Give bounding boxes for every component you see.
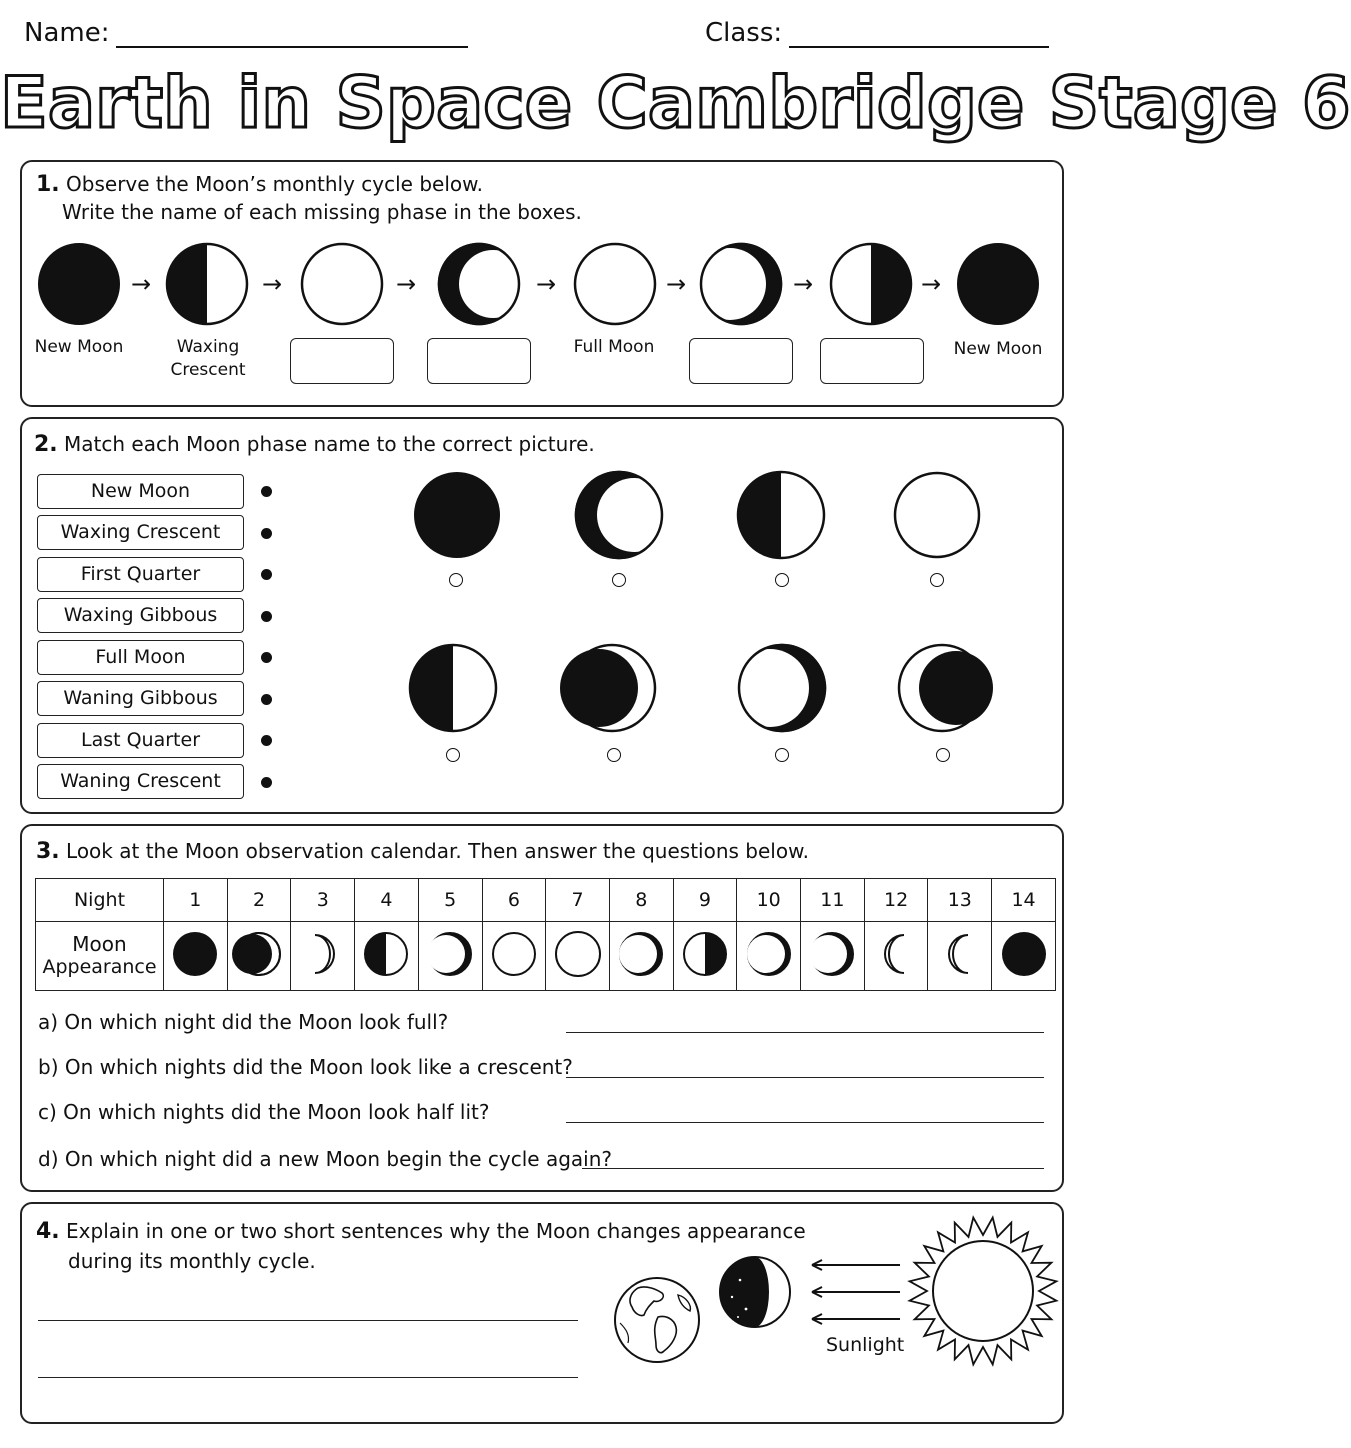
moon-night-10 [737, 922, 801, 991]
question-b-text: On which nights did the Moon look like a crescent? [64, 1055, 573, 1079]
phase-name-full-moon[interactable]: Full Moon [37, 640, 244, 675]
section-2-number: 2. [34, 432, 58, 457]
class-field[interactable] [789, 46, 1049, 48]
night-1: 1 [164, 879, 228, 922]
night-4: 4 [355, 879, 419, 922]
moon-night-2 [227, 922, 291, 991]
arrow-5: → [666, 270, 687, 298]
question-d-text: On which night did a new Moon begin the cycle again? [64, 1147, 612, 1171]
moon-night-11 [801, 922, 865, 991]
arrow-2: → [262, 270, 283, 298]
night-3: 3 [291, 879, 355, 922]
picture-new-moon [415, 473, 499, 557]
moon-night-9 [673, 922, 737, 991]
night-11: 11 [801, 879, 865, 922]
picture-half-left [738, 472, 824, 558]
picture-gibbous-right [899, 645, 993, 731]
appearance-label-2: Appearance [42, 956, 157, 978]
moon-gibbous-icon [616, 929, 666, 979]
question-c [38, 1100, 489, 1124]
question-a-letter: a) [38, 1010, 59, 1034]
moon-night-13 [928, 922, 992, 991]
match-dot-7[interactable] [261, 735, 272, 746]
earth-moon-sun-diagram [600, 1205, 1070, 1385]
answer-line-d[interactable] [582, 1168, 1044, 1169]
moon-gibbous-icon [425, 929, 475, 979]
answer-box-4[interactable] [820, 338, 924, 384]
name-field[interactable] [116, 46, 468, 48]
moon-diagram-icon [720, 1257, 790, 1327]
phase-name-last-quarter[interactable]: Last Quarter [37, 723, 244, 758]
match-circle-4[interactable] [930, 573, 944, 587]
sun-icon [910, 1218, 1057, 1365]
moon-waxing-crescent-shape [694, 244, 781, 324]
moon-crescent-icon [298, 929, 348, 979]
match-dot-8[interactable] [261, 777, 272, 788]
match-circle-1[interactable] [449, 573, 463, 587]
match-circle-5[interactable] [446, 748, 460, 762]
night-6: 6 [482, 879, 546, 922]
moon-calendar [35, 878, 1056, 991]
answer-line-b[interactable] [566, 1077, 1044, 1078]
moon-night-7 [546, 922, 610, 991]
section-1-line-2: Write the name of each missing phase in the boxes. [62, 200, 582, 224]
phase-name-waxing-crescent[interactable]: Waxing Crescent [37, 515, 244, 550]
moon-blank-1 [302, 244, 382, 324]
moon-full [575, 244, 655, 324]
question-d [38, 1147, 612, 1171]
label-full-moon: Full Moon [573, 337, 655, 357]
match-circle-7[interactable] [775, 748, 789, 762]
night-14: 14 [992, 879, 1056, 922]
night-9: 9 [673, 879, 737, 922]
section-1-question [36, 172, 483, 197]
arrow-1: → [131, 270, 152, 298]
moon-gibbous-icon [807, 929, 857, 979]
picture-gibbous-left [560, 645, 655, 731]
phase-name-new-moon[interactable]: New Moon [37, 474, 244, 509]
match-circle-2[interactable] [612, 573, 626, 587]
moon-half-icon [680, 929, 730, 979]
earth-icon [615, 1278, 699, 1362]
section-3-number: 3. [36, 839, 60, 864]
section-1-number: 1. [36, 172, 60, 197]
moon-crescent-icon [871, 929, 921, 979]
night-5: 5 [418, 879, 482, 922]
answer-box-3[interactable] [689, 338, 793, 384]
moon-night-8 [609, 922, 673, 991]
night-10: 10 [737, 879, 801, 922]
night-8: 8 [609, 879, 673, 922]
sunlight-arrows [812, 1260, 900, 1324]
calendar-header-night: Night [36, 879, 164, 922]
picture-crescent-left [576, 472, 671, 558]
phase-name-first-quarter[interactable]: First Quarter [37, 557, 244, 592]
night-2: 2 [227, 879, 291, 922]
question-a-text: On which night did the Moon look full? [64, 1010, 449, 1034]
moon-waning-crescent-shape [439, 244, 527, 324]
phase-name-waning-gibbous[interactable]: Waning Gibbous [37, 681, 244, 716]
moon-night-1 [164, 922, 228, 991]
moon-gibbous-icon [744, 929, 794, 979]
answer-box-1[interactable] [290, 338, 394, 384]
moon-new-end [958, 244, 1038, 324]
moon-gibbous-dark-icon [234, 929, 284, 979]
moon-full-icon [553, 929, 603, 979]
moon-night-4 [355, 922, 419, 991]
moon-new-start [39, 244, 119, 324]
section-4-line-1: Explain in one or two short sentences why the Moon changes appearance [66, 1219, 806, 1243]
section-3-prompt: Look at the Moon observation calendar. Then answer the questions below. [66, 839, 809, 863]
label-new-moon-start: New Moon [34, 337, 124, 357]
match-circle-3[interactable] [775, 573, 789, 587]
picture-crescent-right [731, 645, 825, 731]
section-4-number: 4. [36, 1219, 60, 1244]
sunlight-label: Sunlight [826, 1334, 905, 1356]
explain-line-2[interactable] [38, 1377, 578, 1378]
question-b-letter: b) [38, 1055, 59, 1079]
moon-first-quarter [167, 244, 247, 324]
section-3-question [36, 839, 809, 864]
answer-line-c[interactable] [566, 1122, 1044, 1123]
section-1-line-1: Observe the Moon’s monthly cycle below. [66, 172, 484, 196]
moon-night-5 [418, 922, 482, 991]
name-label: Name: [24, 18, 110, 48]
picture-half-left-2 [410, 645, 496, 731]
moon-full-icon [489, 929, 539, 979]
answer-line-a[interactable] [566, 1032, 1044, 1033]
arrow-7: → [921, 270, 942, 298]
moon-new-icon [170, 929, 220, 979]
night-7: 7 [546, 879, 610, 922]
moon-half-icon [361, 929, 411, 979]
moon-crescent-icon [935, 929, 985, 979]
section-2-prompt: Match each Moon phase name to the correct picture. [64, 432, 595, 456]
moon-last-quarter [831, 244, 911, 324]
arrow-4: → [536, 270, 557, 298]
moon-night-14 [992, 922, 1056, 991]
phase-pictures [0, 460, 1086, 720]
label-waxing-crescent-1: Waxing [176, 337, 240, 357]
moon-new-icon [999, 929, 1049, 979]
calendar-header-appearance [36, 922, 164, 991]
moon-night-12 [864, 922, 928, 991]
appearance-label-1: Moon [72, 932, 127, 956]
question-c-text: On which nights did the Moon look half lit? [63, 1100, 490, 1124]
answer-box-2[interactable] [427, 338, 531, 384]
section-4-line-2: during its monthly cycle. [68, 1249, 316, 1273]
moon-night-6 [482, 922, 546, 991]
question-b [38, 1055, 573, 1079]
phase-name-waxing-gibbous[interactable]: Waxing Gibbous [37, 598, 244, 633]
class-label: Class: [705, 18, 783, 48]
night-13: 13 [928, 879, 992, 922]
night-12: 12 [864, 879, 928, 922]
worksheet-title: Earth in Space Cambridge Stage 6 [0, 62, 1351, 144]
label-waxing-crescent-2: Crescent [170, 360, 246, 380]
arrow-3: → [396, 270, 417, 298]
section-2-question [34, 432, 595, 457]
question-d-letter: d) [38, 1147, 59, 1171]
question-a [38, 1010, 448, 1034]
explain-line-1[interactable] [38, 1320, 578, 1321]
arrow-6: → [793, 270, 814, 298]
label-new-moon-end: New Moon [953, 339, 1043, 359]
phase-name-waning-crescent[interactable]: Waning Crescent [37, 764, 244, 799]
picture-full [895, 473, 979, 557]
match-circle-6[interactable] [607, 748, 621, 762]
moon-night-3 [291, 922, 355, 991]
question-c-letter: c) [38, 1100, 57, 1124]
match-circle-8[interactable] [936, 748, 950, 762]
